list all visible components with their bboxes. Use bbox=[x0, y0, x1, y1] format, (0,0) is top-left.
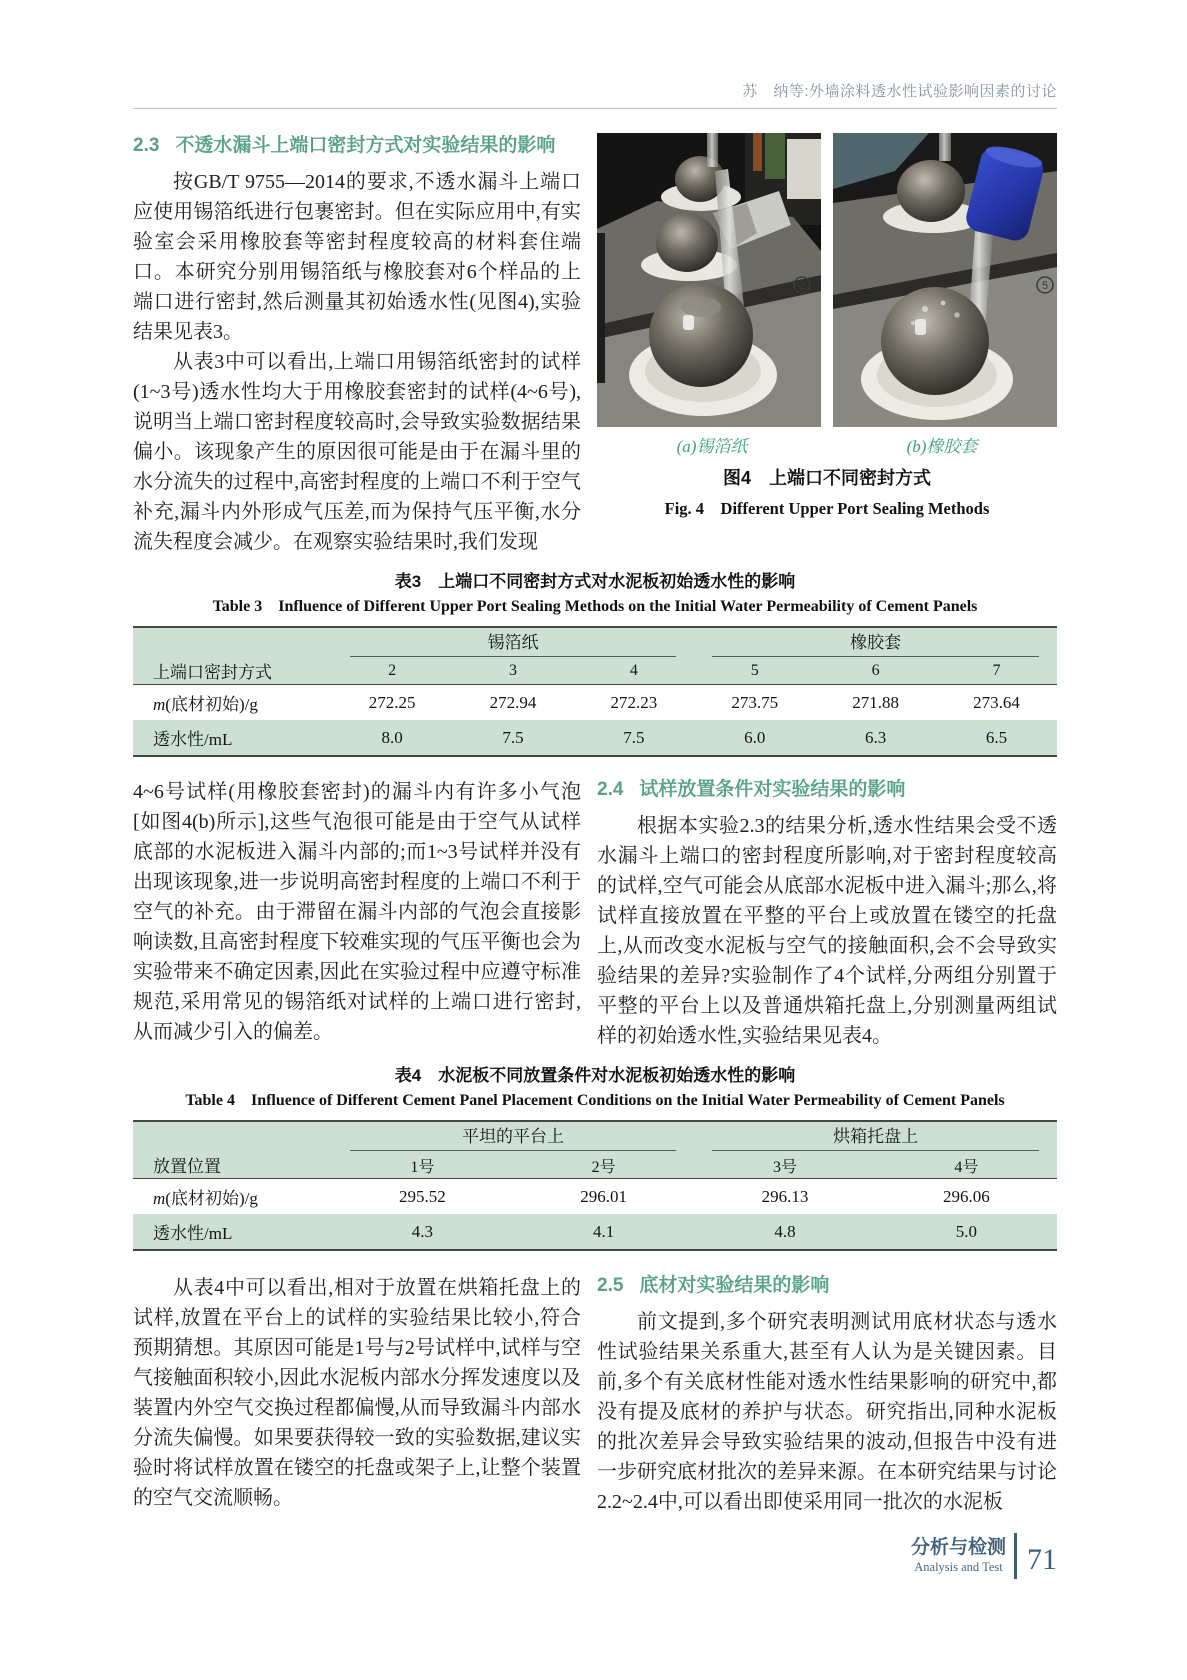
table-4-title-cn: 表4 水泥板不同放置条件对水泥板初始透水性的影响 bbox=[394, 1066, 796, 1085]
row-section-2-5 bbox=[133, 1273, 1057, 1517]
row-section-2-4 bbox=[133, 777, 1057, 1051]
table-cell: 4.1 bbox=[593, 1221, 615, 1241]
table-group-header-tinfoil: 锡箔纸 bbox=[332, 627, 695, 658]
column-left bbox=[133, 777, 581, 1051]
table-row bbox=[133, 1214, 1057, 1250]
paragraph: 前文提到,多个研究表明测试用底材状态与透水性试验结果关系重大,甚至有人认为是关键因素。目前,多个有关底材性能对透水性结果影响的研究中,都没有提及底材的养护与状态。研究指出,同种水泥板的批次差异会导致实验结果的波动,但报告中没有进一步研究底材批次的差异来源。在本研究结果与讨论2.2~2.4中,可以看出即使采用同一批次的水泥板 bbox=[597, 1311, 1057, 1513]
table-col-header: 5 bbox=[694, 658, 815, 685]
column-left bbox=[133, 133, 581, 557]
section-2-4-heading bbox=[597, 777, 1057, 803]
page bbox=[133, 80, 1057, 1579]
table-col-header: 4 bbox=[573, 658, 694, 685]
table-cell: 273.75 bbox=[731, 692, 779, 712]
section-2-5-heading bbox=[597, 1273, 1057, 1299]
figure-4-photos bbox=[597, 133, 1057, 427]
table-cell: 272.94 bbox=[489, 692, 537, 712]
table-cell: 4.3 bbox=[411, 1221, 433, 1241]
table-cell: 8.0 bbox=[381, 727, 403, 747]
section-title: 试样放置条件对实验结果的影响 bbox=[639, 779, 906, 800]
table-4-title-en: Table 4 Influence of Different Cement Panel Placement Conditions on the Initial Water Permeability of Cement Panels bbox=[185, 1092, 1005, 1109]
table-cell: 296.06 bbox=[942, 1186, 990, 1206]
journal-section-label bbox=[911, 1537, 1006, 1575]
table-row bbox=[133, 720, 1057, 756]
table-col-header: 4号 bbox=[876, 1152, 1057, 1179]
section-number: 2.4 bbox=[597, 779, 624, 800]
section-title: 不透水漏斗上端口密封方式对实验结果的影响 bbox=[175, 135, 556, 156]
svg-text:2: 2 bbox=[798, 280, 806, 292]
photo-a-illustration bbox=[597, 133, 821, 427]
table-row-label: m(底材初始)/g bbox=[153, 695, 258, 714]
table-row-header: 上端口密封方式 bbox=[133, 627, 332, 685]
table-col-header: 1号 bbox=[332, 1152, 513, 1179]
photo-tinfoil-seal bbox=[597, 133, 821, 427]
table-cell: 272.25 bbox=[368, 692, 416, 712]
section-title: 底材对实验结果的影响 bbox=[639, 1275, 830, 1296]
section-number: 2.5 bbox=[597, 1275, 624, 1296]
table-cell: 6.3 bbox=[865, 727, 887, 747]
row-section-2-3 bbox=[133, 133, 1057, 557]
table-4 bbox=[133, 1120, 1057, 1251]
table-cell: 295.52 bbox=[398, 1186, 446, 1206]
table-row-label: 透水性/mL bbox=[153, 730, 233, 749]
paragraph: 按GB/T 9755—2014的要求,不透水漏斗上端口应使用锡箔纸进行包裹密封。但在实际应用中,有实验室会采用橡胶套等密封程度较高的材料套住端口。本研究分别用锡箔纸与橡胶套对6个样品的上端口进行密封,然后测量其初始透水性(见图4),实验结果见表3。 bbox=[133, 171, 581, 343]
figure-4-title-cn: 图4 上端口不同密封方式 bbox=[722, 468, 931, 488]
table-col-header: 2号 bbox=[513, 1152, 694, 1179]
table-3-block bbox=[133, 571, 1057, 757]
journal-section-en: Analysis and Test bbox=[914, 1560, 1003, 1574]
table-cell: 271.88 bbox=[852, 692, 900, 712]
paragraph: 4~6号试样(用橡胶套密封)的漏斗内有许多小气泡[如图4(b)所示],这些气泡很可能是由于空气从试样底部的水泥板进入漏斗内部的;而1~3号试样并没有出现该现象,进一步说明高密封程度的上端口不利于空气的补充。由于滞留在漏斗内部的气泡会直接影响读数,且高密封程度下较难实现的气压平衡也会为实验带来不确定因素,因此在实验过程中应遵守标准规范,采用常见的锡箔纸对试样的上端口进行密封,从而减少引入的偏差。 bbox=[133, 781, 581, 1043]
table-cell: 272.23 bbox=[610, 692, 658, 712]
table-row bbox=[133, 685, 1057, 721]
column-right bbox=[597, 777, 1057, 1051]
journal-section-cn: 分析与检测 bbox=[910, 1537, 1006, 1558]
table-row bbox=[133, 1179, 1057, 1215]
table-4-block bbox=[133, 1065, 1057, 1251]
section-2-3-heading bbox=[133, 133, 581, 159]
footer-divider-bar bbox=[1014, 1533, 1017, 1579]
paragraph: 从表4中可以看出,相对于放置在烘箱托盘上的试样,放置在平台上的试样的实验结果比较小,符合预期猜想。其原因可能是1号与2号试样中,试样与空气接触面积较小,因此水泥板内部水分挥发速度以及装置内外空气交换过程都偏慢,从而导致漏斗内部水分流失偏慢。如果要获得较一致的实验数据,建议实验时将试样放置在镂空的托盘或架子上,让整个装置的空气交流顺畅。 bbox=[133, 1277, 581, 1509]
caption-b: (b)橡胶套 bbox=[906, 437, 978, 456]
column-right bbox=[597, 1273, 1057, 1517]
table-row-label: m(底材初始)/g bbox=[153, 1189, 258, 1208]
paragraph: 根据本实验2.3的结果分析,透水性结果会受不透水漏斗上端口的密封程度所影响,对于密封程度较高的试样,空气可能会从底部水泥板中进入漏斗;那么,将试样直接放置在平整的平台上或放置在镂空的托盘上,从而改变水泥板与空气的接触面积,会不会导致实验结果的差异?实验制作了4个试样,分两组分别置于平整的平台上以及普通烘箱托盘上,分别测量两组试样的初始透水性,实验结果见表4。 bbox=[597, 815, 1057, 1047]
table-col-header: 3号 bbox=[694, 1152, 875, 1179]
photo-b-illustration bbox=[833, 133, 1057, 427]
table-cell: 7.5 bbox=[502, 727, 524, 747]
svg-text:5: 5 bbox=[1041, 280, 1049, 292]
column-left bbox=[133, 1273, 581, 1517]
paragraph: 从表3中可以看出,上端口用锡箔纸密封的试样(1~3号)透水性均大于用橡胶套密封的试样(4~6号),说明当上端口密封程度较高时,会导致实验数据结果偏小。该现象产生的原因很可能是由于在漏斗里的水分流失的过程中,高密封程度的上端口不利于空气补充,漏斗内外形成气压差,而为保持气压平衡,水分流失程度会减少。在观察实验结果时,我们发现 bbox=[133, 351, 581, 553]
figure-4-block bbox=[597, 133, 1057, 557]
table-3-title-en: Table 3 Influence of Different Upper Port Sealing Methods on the Initial Water Permeability of Cement Panels bbox=[212, 598, 978, 615]
caption-a: (a)锡箔纸 bbox=[676, 437, 748, 456]
table-group-header-platform: 平坦的平台上 bbox=[332, 1121, 695, 1152]
table-col-header: 7 bbox=[936, 658, 1057, 685]
photo-rubber-cap-seal bbox=[833, 133, 1057, 427]
table-cell: 7.5 bbox=[623, 727, 645, 747]
table-cell: 4.8 bbox=[774, 1221, 796, 1241]
photo-captions bbox=[597, 432, 1057, 457]
table-col-header: 6 bbox=[815, 658, 936, 685]
table-cell: 296.01 bbox=[580, 1186, 628, 1206]
running-head: 苏 纳等:外墙涂料透水性试验影响因素的讨论 bbox=[133, 80, 1057, 109]
figure-4-title-en: Fig. 4 Different Upper Port Sealing Methods bbox=[664, 499, 990, 518]
table-col-header: 2 bbox=[332, 658, 453, 685]
table-row-header: 放置位置 bbox=[133, 1121, 332, 1179]
table-cell: 6.5 bbox=[985, 727, 1008, 747]
table-cell: 296.13 bbox=[761, 1186, 809, 1206]
table-cell: 273.64 bbox=[973, 692, 1020, 712]
page-number: 71 bbox=[1027, 1543, 1057, 1576]
table-group-header-oven-tray: 烘箱托盘上 bbox=[694, 1121, 1057, 1152]
table-3 bbox=[133, 626, 1057, 757]
table-row-label: 透水性/mL bbox=[153, 1224, 233, 1243]
table-3-title-cn: 表3 上端口不同密封方式对水泥板初始透水性的影响 bbox=[394, 572, 796, 591]
table-group-header-rubber: 橡胶套 bbox=[694, 627, 1057, 658]
page-footer bbox=[133, 1533, 1057, 1579]
table-col-header: 3 bbox=[453, 658, 574, 685]
section-number: 2.3 bbox=[133, 135, 160, 156]
table-cell: 6.0 bbox=[744, 727, 766, 747]
table-cell: 5.0 bbox=[955, 1221, 977, 1241]
